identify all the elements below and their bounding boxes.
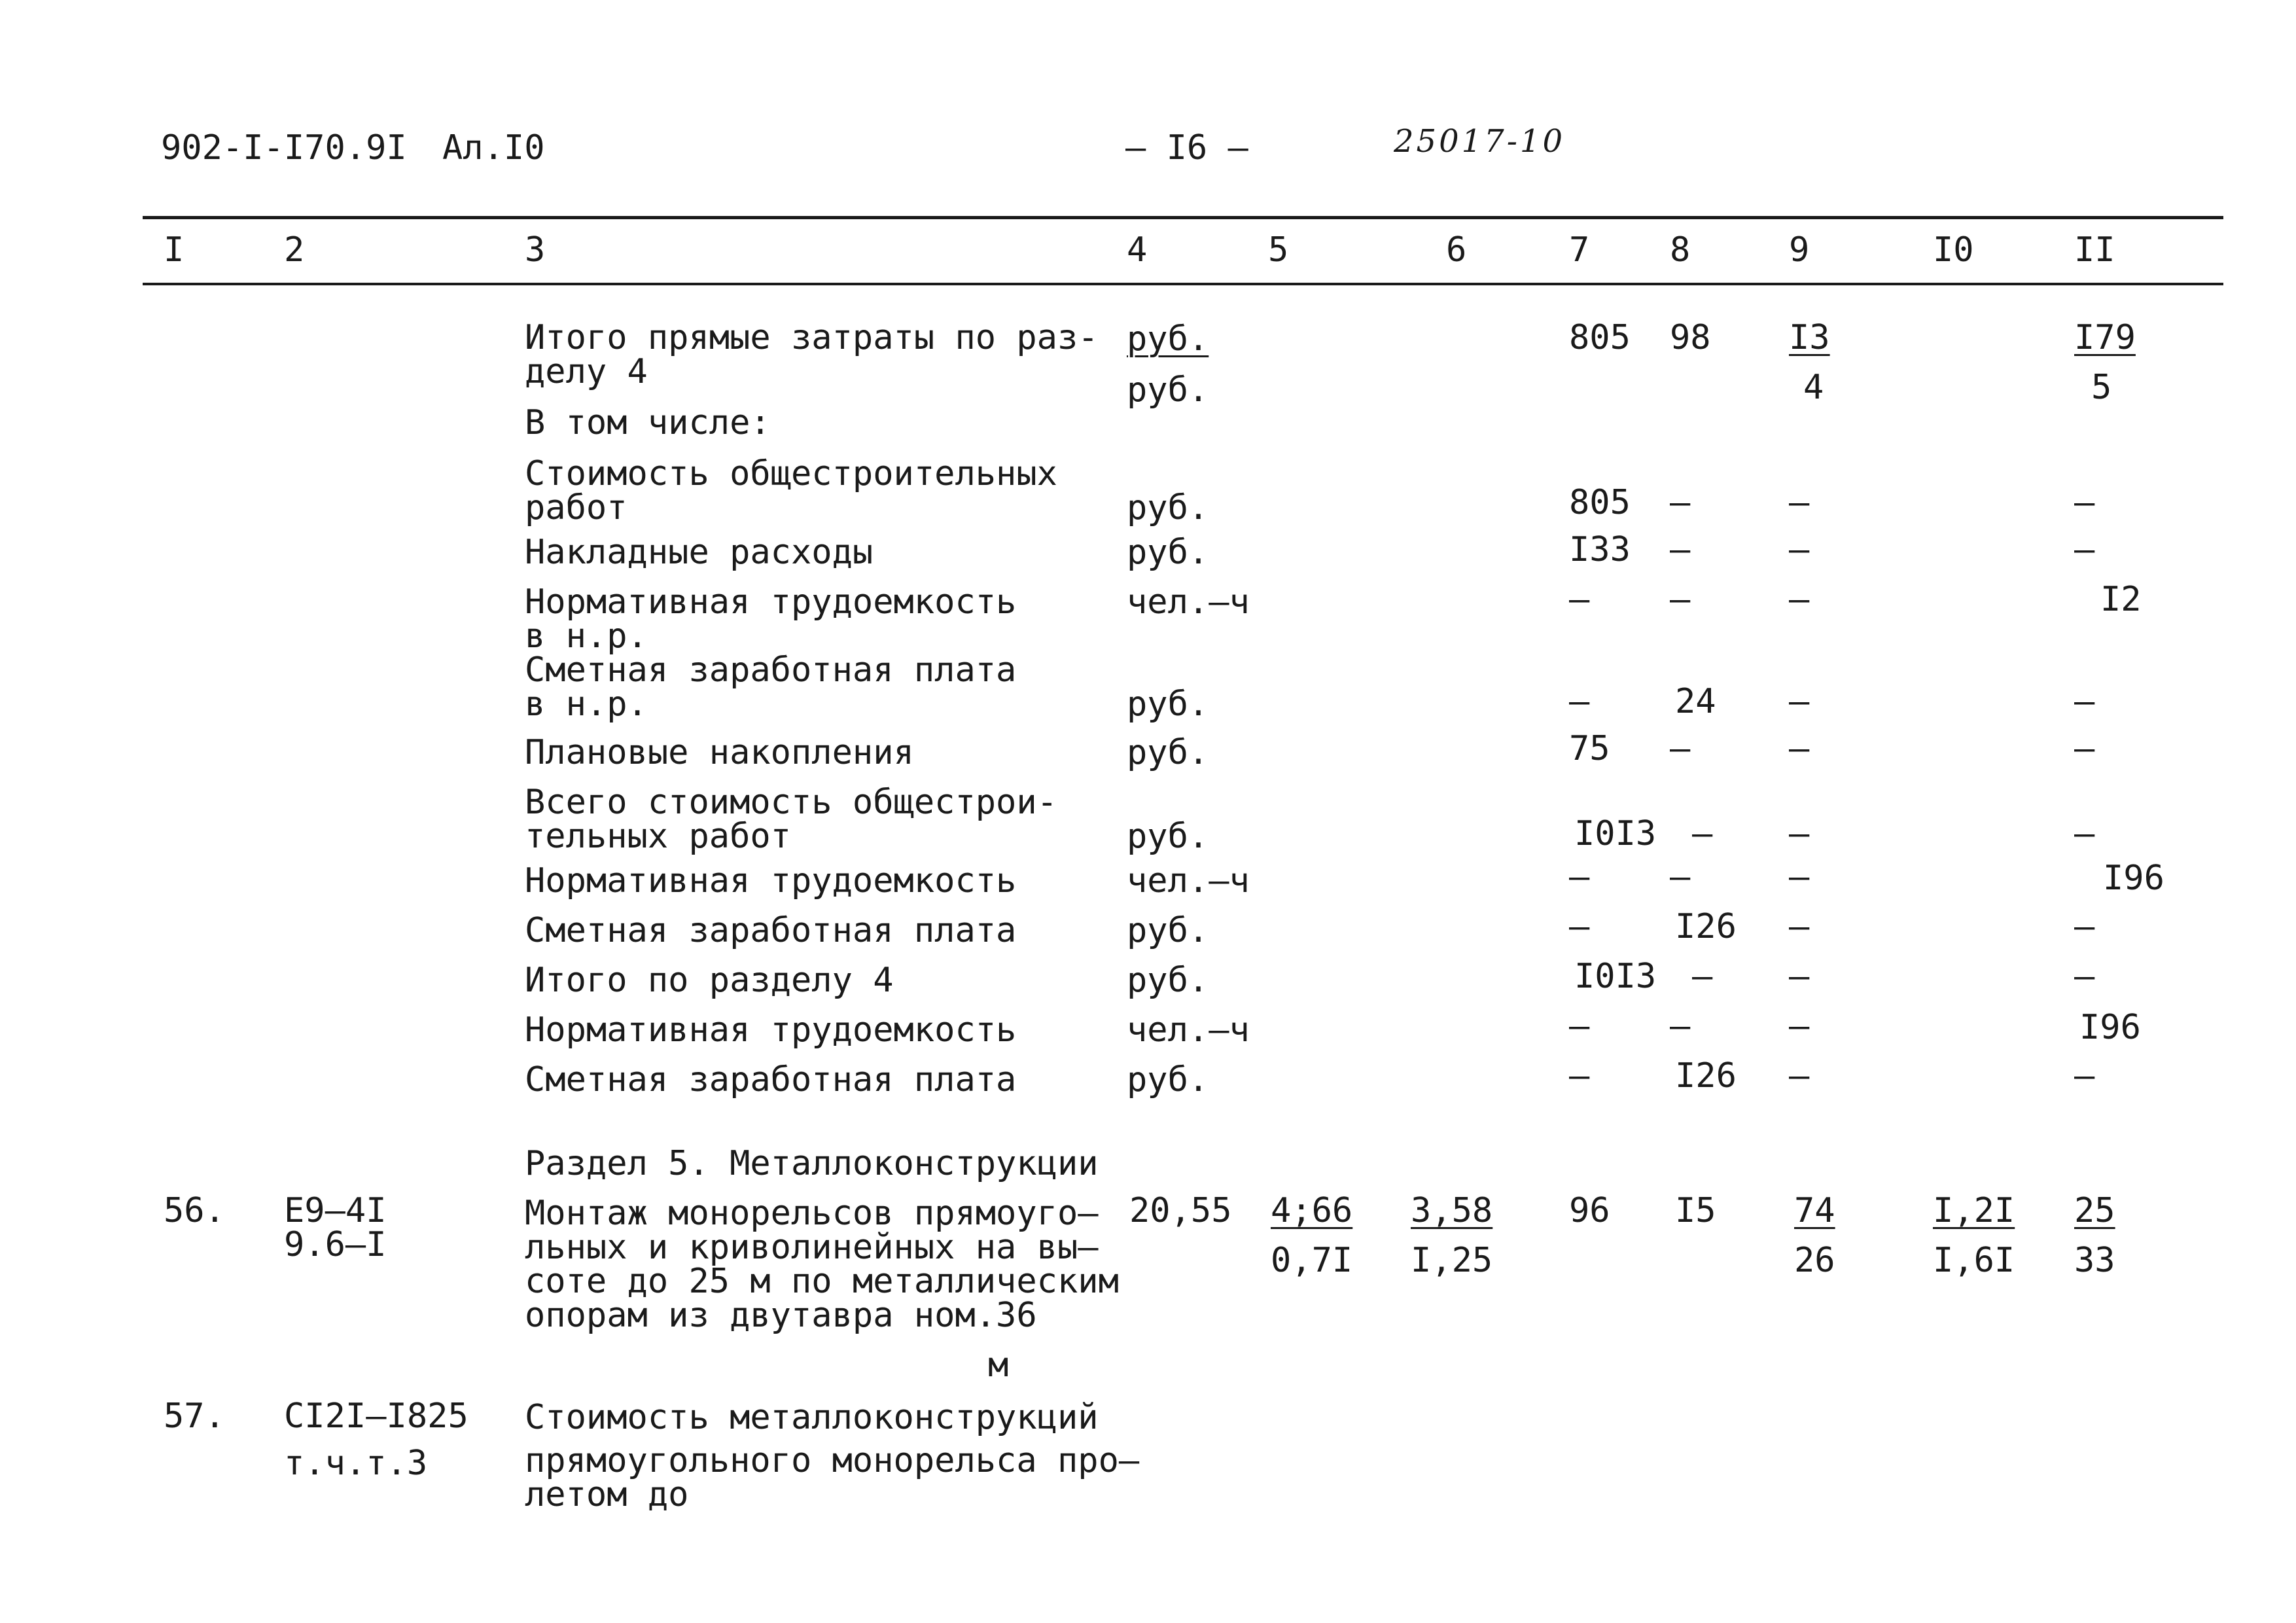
row-planned-savings-c7: 75 [1569, 729, 1610, 768]
total-direct-desc: Итого прямые затраты по раз- делу 4 [525, 318, 1099, 391]
row-wages-1-c7: – [1569, 907, 1590, 946]
column-header-2: 2 [284, 230, 305, 270]
row-wages-1-c9: – [1789, 907, 1810, 946]
row56-c4: 20,55 [1129, 1191, 1232, 1230]
row-wages-overhead-c8: 24 [1675, 682, 1716, 721]
total-direct-unit2: руб. [1127, 370, 1209, 410]
row57-number: 57. [164, 1397, 225, 1436]
row-labor-overhead-c7: – [1569, 580, 1590, 619]
row-planned-savings-desc: Плановые накопления [525, 733, 914, 772]
total-direct-c11-bottom: 5 [2091, 368, 2112, 407]
row57-desc-rest: прямоугольного монорельса про– летом до [525, 1441, 1140, 1514]
column-header-1: I [164, 230, 185, 270]
column-header-7: 7 [1569, 230, 1590, 270]
column-header-5: 5 [1268, 230, 1289, 270]
row57-code1: СI2I–I825 [284, 1397, 468, 1436]
row-planned-savings-c8: – [1670, 729, 1691, 768]
row-total-section4-c9: – [1789, 957, 1810, 996]
album-number: Ал.I0 [442, 128, 545, 168]
row56-c9-bottom: 26 [1794, 1241, 1835, 1280]
column-header-11: II [2074, 230, 2115, 270]
row-overhead-c7: I33 [1569, 530, 1631, 569]
section5-title: Раздел 5. Металлоконструкции [525, 1144, 1099, 1183]
row56-desc: Монтаж монорельсов прямоуго– льных и криволинейных на вы– соте до 25 м по металлическим опорам из двутавра ном.36 [525, 1194, 1119, 1335]
row56-c10-bottom: I,6I [1933, 1241, 2015, 1280]
row56-c5-top: 4;66 [1271, 1191, 1353, 1230]
row-wages-2-desc: Сметная заработная плата [525, 1060, 1017, 1099]
row-wages-overhead-desc: Сметная заработная плата в н.р. [525, 651, 1017, 724]
row-general-construction-c8: – [1670, 483, 1691, 522]
column-header-10: I0 [1933, 230, 1974, 270]
row-wages-1-c11: – [2074, 907, 2095, 946]
row-labor-overhead-c11: I2 [2100, 580, 2142, 619]
row57-desc-line1: Стоимость металлоконструкций [525, 1398, 1099, 1437]
row-wages-2-c9: – [1789, 1056, 1810, 1096]
row57-code2: т.ч.т.3 [284, 1444, 428, 1483]
row-general-construction-c7: 805 [1569, 483, 1631, 522]
page-number: – I6 – [1125, 128, 1248, 168]
row-total-construction-c9: – [1789, 814, 1810, 853]
total-direct-c9-bottom: 4 [1803, 368, 1824, 407]
row56-c11-top: 25 [2074, 1191, 2115, 1230]
row-general-construction-unit: руб. [1127, 488, 1209, 527]
row-labor-intensity-1-desc: Нормативная трудоемкость [525, 861, 1017, 901]
row-wages-overhead-c11: – [2074, 682, 2095, 721]
row-total-construction-c8: – [1692, 814, 1713, 853]
total-direct-c9-top: I3 [1789, 318, 1830, 357]
row-wages-2-c7: – [1569, 1056, 1590, 1096]
row-overhead-desc: Накладные расходы [525, 533, 874, 572]
row-labor-intensity-2-desc: Нормативная трудоемкость [525, 1010, 1017, 1050]
row-labor-overhead-desc: Нормативная трудоемкость в н.р. [525, 582, 1017, 656]
column-header-9: 9 [1789, 230, 1810, 270]
row-labor-intensity-1-c8: – [1670, 857, 1691, 897]
row56-c6-bottom: I,25 [1411, 1241, 1493, 1280]
row56-code1: Е9–4I [284, 1191, 387, 1230]
row-total-construction-c11: – [2074, 814, 2095, 853]
row-general-construction-c9: – [1789, 483, 1810, 522]
row-labor-intensity-2-c7: – [1569, 1007, 1590, 1046]
header-top-rule [143, 216, 2223, 219]
column-header-8: 8 [1670, 230, 1691, 270]
row-labor-intensity-2-c9: – [1789, 1007, 1810, 1046]
row-wages-overhead-c9: – [1789, 682, 1810, 721]
row-planned-savings-unit: руб. [1127, 733, 1209, 772]
column-header-3: 3 [525, 230, 546, 270]
row56-c6-top: 3,58 [1411, 1191, 1493, 1230]
row-general-construction-desc: Стоимость общестроительных работ [525, 454, 1057, 527]
row-wages-1-unit: руб. [1127, 911, 1209, 950]
row-overhead-unit: руб. [1127, 533, 1209, 572]
row-wages-1-c8: I26 [1675, 907, 1737, 946]
row56-c9-top: 74 [1794, 1191, 1835, 1230]
row-labor-intensity-1-c9: – [1789, 857, 1810, 897]
row-total-section4-desc: Итого по разделу 4 [525, 961, 894, 1000]
row56-code2: 9.6–I [284, 1225, 387, 1264]
row56-c10-top: I,2I [1933, 1191, 2015, 1230]
row-overhead-c8: – [1670, 530, 1691, 569]
row-wages-2-c8: I26 [1675, 1056, 1737, 1096]
row56-c8: I5 [1675, 1191, 1716, 1230]
row-total-section4-c11: – [2074, 957, 2095, 996]
row-labor-intensity-1-c11: I96 [2103, 859, 2164, 898]
row-overhead-c11: – [2074, 530, 2095, 569]
column-header-6: 6 [1446, 230, 1467, 270]
column-header-4: 4 [1127, 230, 1148, 270]
row-wages-overhead-unit: руб. [1127, 685, 1209, 724]
row-labor-overhead-c8: – [1670, 580, 1691, 619]
row-total-construction-desc: Всего стоимость общестрои- тельных работ [525, 783, 1057, 856]
total-direct-unit1: руб. [1127, 319, 1209, 359]
row-total-section4-c8: – [1692, 957, 1713, 996]
row-wages-2-c11: – [2074, 1056, 2095, 1096]
row-labor-overhead-unit: чел.–ч [1127, 582, 1250, 622]
row-wages-1-desc: Сметная заработная плата [525, 911, 1017, 950]
row-overhead-c9: – [1789, 530, 1810, 569]
row-total-section4-c7: I0I3 [1574, 957, 1657, 996]
row-total-construction-c7: I0I3 [1574, 814, 1657, 853]
handwritten-number: 25017-10 [1394, 123, 1565, 160]
row-labor-intensity-2-c8: – [1670, 1007, 1691, 1046]
row-labor-overhead-c9: – [1789, 580, 1810, 619]
total-direct-c11-top: I79 [2074, 318, 2136, 357]
row56-c5-bottom: 0,7I [1271, 1241, 1353, 1280]
total-direct-c7: 805 [1569, 318, 1631, 357]
row-labor-intensity-2-unit: чел.–ч [1127, 1010, 1250, 1050]
row56-c7: 96 [1569, 1191, 1610, 1230]
header-bottom-rule [143, 283, 2223, 285]
including-label: В том числе: [525, 403, 771, 442]
row-total-construction-unit: руб. [1127, 817, 1209, 856]
row-wages-2-unit: руб. [1127, 1060, 1209, 1099]
row-general-construction-c11: – [2074, 483, 2095, 522]
row-labor-intensity-1-unit: чел.–ч [1127, 861, 1250, 901]
row-labor-intensity-1-c7: – [1569, 857, 1590, 897]
row56-number: 56. [164, 1191, 225, 1230]
row-labor-intensity-2-c11: I96 [2079, 1008, 2141, 1047]
row56-c11-bottom: 33 [2074, 1241, 2115, 1280]
row-wages-overhead-c7: – [1569, 682, 1590, 721]
row56-unit: м [988, 1346, 1009, 1385]
row-planned-savings-c9: – [1789, 729, 1810, 768]
total-direct-c8: 98 [1670, 318, 1711, 357]
row-planned-savings-c11: – [2074, 729, 2095, 768]
row-total-section4-unit: руб. [1127, 961, 1209, 1000]
doc-code: 902-I-I70.9I [161, 128, 407, 168]
